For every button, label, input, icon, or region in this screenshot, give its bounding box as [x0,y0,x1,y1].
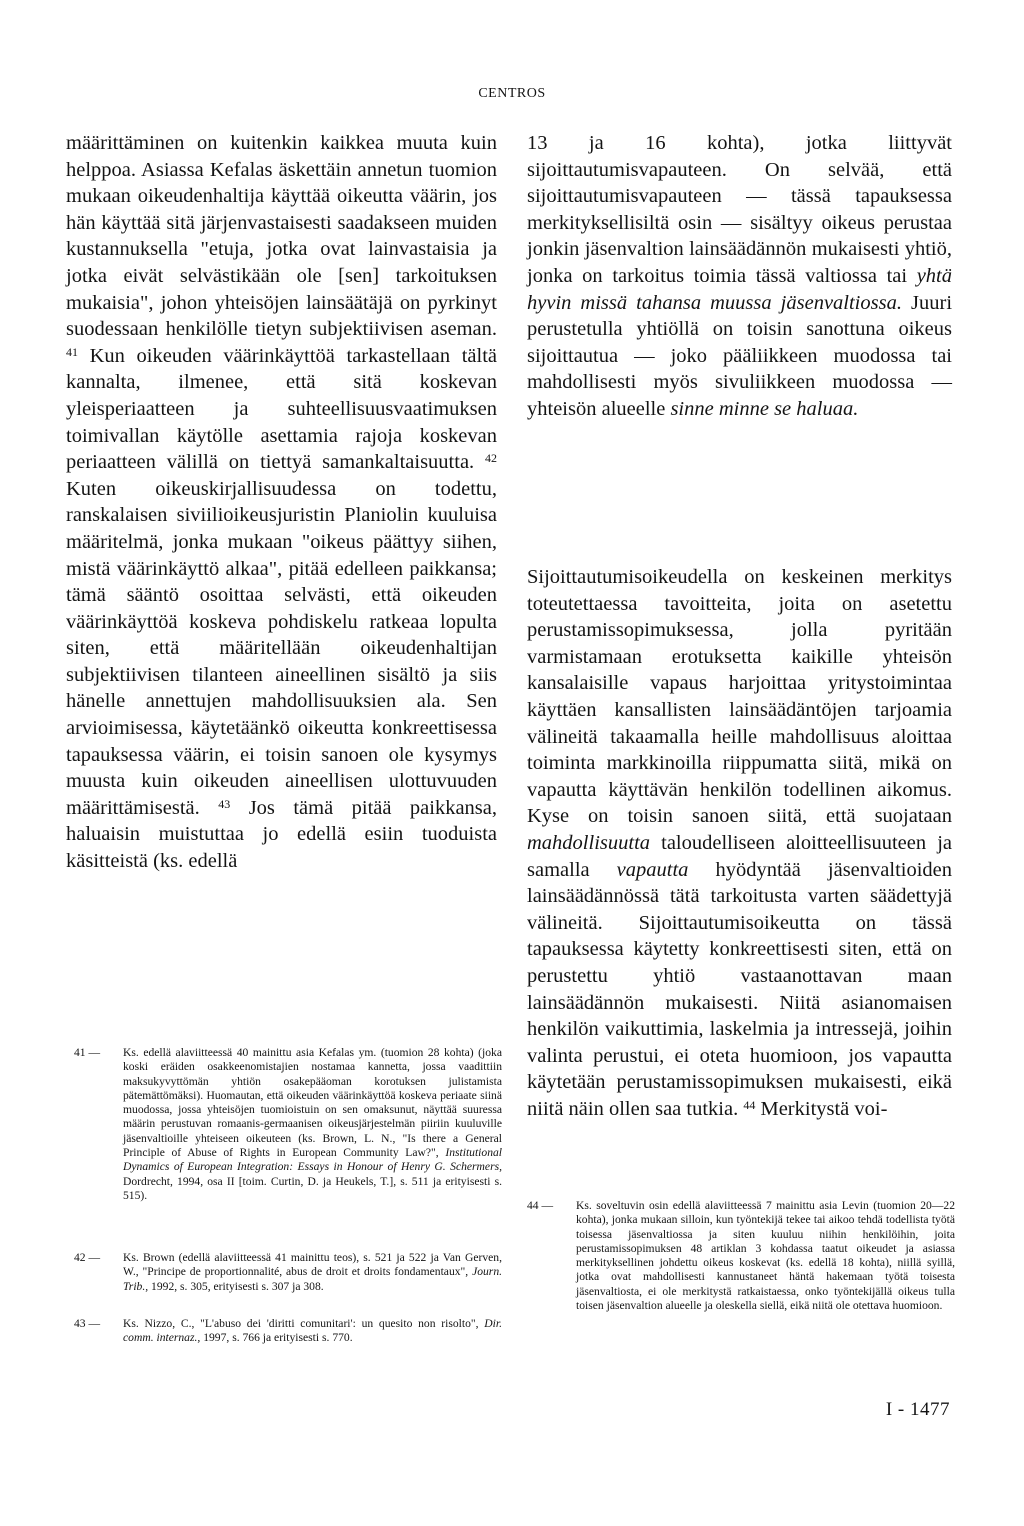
emphasis-text: Journ. Trib., [123,1265,503,1293]
text-segment: 1997, s. 766 ja erityisesti s. 770. [203,1331,353,1345]
right-column-top [527,130,952,423]
footnote-text [123,1317,502,1346]
right-paragraph-2 [527,564,952,1122]
footnote-ref-41[interactable]: 41 [66,344,78,359]
text-segment: 1992, s. 305, erityisesti s. 307 ja 308. [151,1279,324,1293]
footnote-text [123,1251,502,1294]
right-column-bottom [527,564,952,1122]
footnote-number: 42 — [74,1251,101,1264]
footnote-number: 44 — [527,1199,554,1212]
left-paragraph [66,130,497,875]
text-segment: Sijoittautumisoikeudella on keskeinen merkitys toteutettaessa tavoitteita, joita on asetettu perustamissopimuksessa, jolla pyritään varmistamaan erotuksetta kaikille yhteisön kansalaisille vapaus harjoittaa yritystoimintaa käyttäen kansallisten lainsäädäntöjen tarjoamia välineitä takaamalla heille mahdollisuus aloittaa toiminta markkinoilla riippumatta siitä, mikä on vapautta käyttävän henkilön todellinen aikomus. Kyse on toisin sanoen siitä, että suojataan [527,566,952,828]
footnote-43 [74,1317,502,1346]
emphasis-text: Dir. comm. internaz., [123,1317,502,1345]
text-segment: Ks. Brown (edellä alaviitteessä 41 mainittu teos), s. 521 ja 522 ja Van Gerven, W., "Principe de proportionnalité, abus de droit et droits fondamentaux", [123,1251,502,1279]
text-segment: Ks. edellä alaviitteessä 40 mainittu asia Kefalas ym. (tuomion 28 kohta) (joka koski eräiden osakkeenomistajien nostamaa kannetta, jossa vaadittiin maksukyvyttömän yhtiön osakepääoman korotuksen julistamista pätemättömäksi). Huomautan, että oikeuden väärinkäyttöä koskeva periaate siinä muodossa, jossa yhteisöjen tuomioistuin on sen omaksunut, näyttää suuressa määrin perustuvan romaanis-germaanisen oikeusjärjestelmän piiriin kuuluville jäsenvaltioille yhteiseen oikeuteen (ks. Brown, L. N., "Is there a General Principle of Abuse of Rights in European Community Law?", [123,1046,502,1160]
text-segment: Ks. Nizzo, C., "L'abuso dei 'diritti comunitari': un quesito non risolto", [123,1317,479,1330]
footnote-ref-42[interactable]: 42 [485,451,497,466]
text-segment: hyödyntää jäsenvaltioiden lainsäädännössä tätä tarkoitusta varten säädettyjä välineitä. Sijoittautumisoikeutta on tässä tapauksessa käytetty konkreettisesti siten, että on perustettu yhtiö vastaanottavan maan lainsäädännön mukaisesti. Niitä asianomaisen henkilön vaikuttimia, laskelmia ja intressejä, joihin valinta perustui, ei oteta huomioon, jos vapautta käytetään perustamissopimuksen mukaisesti, eikä niitä näin ollen saa tutkia. [527,858,953,1120]
text-segment: Kuten oikeuskirjallisuudessa on todettu, ranskalaisen siviilioikeusjuristin Planiolin kuuluisa määritelmä, jonka mukaan "oikeus päättyy siihen, mistä väärinkäyttö alkaa", pitää edelleen paikkansa; tämä sääntö osoittaa selvästi, että oikeuden väärinkäyttöä koskeva pohdiskelu ratkeaa lopulta siten, että määritellään oikeudenhaltijan subjektiivisen tilanteen aineellinen sisältö ja siis hänelle annettujen mahdollisuuksien ala. Sen arvioimisessa, käytetäänkö oikeutta konkreettisessa tapauksessa väärin, ei toisin sanoen ole kysymys muusta kuin oikeuden aineellisen ulottuvuuden määrittämisestä. [66,477,497,819]
page-number: I - 1477 [885,1399,950,1420]
footnote-ref-43[interactable]: 43 [218,796,231,811]
footnote-number: 43 — [74,1317,101,1330]
text-segment: Kun oikeuden väärinkäyttöä tarkastellaan tältä kannalta, ilmenee, että sitä koskevan yleisperiaatteen ja suhteellisuusvaatimuksen toimivallan käytölle asettamia rajoja koskevan periaatteen välillä on tiettyä samankaltaisuutta. [66,344,497,474]
footnote-42 [74,1251,502,1294]
emphasis-text: yhtä hyvin missä tahansa muussa jäsenvaltiossa. [527,264,952,314]
emphasis-text: mahdollisuutta [527,831,651,854]
running-header: CENTROS [478,86,546,101]
footnote-number: 41 — [74,1046,101,1059]
footnote-41 [74,1046,502,1203]
emphasis-text: sinne minne se haluaa. [670,397,859,420]
right-paragraph-1 [527,130,952,423]
emphasis-text: vapautta [616,858,689,881]
footnote-ref-44[interactable]: 44 [743,1097,756,1112]
text-segment: Juuri perustetulla yhtiöllä on toisin sanottuna oikeus sijoittautua — joko pääliikkeen muodossa tai mahdollisesti myös sivuliikkeen muodossa — yhteisön alueelle [527,291,953,420]
text-segment: määrittäminen on kuitenkin kaikkea muuta kuin helppoa. Asiassa Kefalas äskettäin annetun tuomion mukaan oikeudenhaltija käyttää oikeutta väärin, jos hän käyttää sitä järjenvastaisesti saadakseen muiden kustannuksella "etuja, jotka ovat lainvastaisia ja jotka eivät selvästikään ole [sen] tarkoituksen mukaisia", johon yhteisöjen lainsäätäjä on pyrkinyt suodessaan henkilölle tietyn subjektiivisen aseman. [66,132,497,341]
text-segment: Merkitystä voi- [760,1097,888,1120]
left-column [66,130,497,875]
text-segment: taloudelliseen aloitteellisuuteen ja samalla [527,831,953,881]
emphasis-text: Institutional Dynamics of European Integration: Essays in Honour of Henry G. Schermers, [123,1146,503,1174]
text-segment: Dordrecht, 1994, osa II [toim. Curtin, D. ja Heukels, T.], s. 511 ja erityisesti s. 515). [123,1174,502,1202]
text-segment: 13 ja 16 kohta), jotka liittyvät sijoittautumisvapauteen. On selvää, että sijoittautumisvapauteen — tässä tapauksessa merkityksellisiltä osin — sisältyy oikeus perustaa jonkin jäsenvaltion lainsäädännön mukaisesti yhtiö, jonka on tarkoitus toimia tässä valtiossa tai [527,132,952,287]
footnote-text [123,1046,502,1203]
text-segment: Jos tämä pitää paikkansa, haluaisin muistuttaa jo edellä esiin tuoduista käsitteistä (ks. edellä [66,796,498,873]
footnote-text: Ks. soveltuvin osin edellä alaviitteessä 7 mainittu asia Levin (tuomion 20—22 kohta), jonka mukaan silloin, kun työntekijä tekee tai aikoo tehdä todellista työtä toisessa jäsenvaltiossa ja siten kuuluu niihin henkilöihin, joita perustamissopimuksen 48 artiklan 3 kohdassa taatut oikeudet ja asiassa merkityksellinen johdettu oikeus koskevat (ks. edellä 18 kohta), niillä syillä, jotka ovat mahdollisesti kannustaneet häntä hakemaan työtä toisesta jäsenvaltiosta, ei ole merkitystä ratkaistaessa, onko työntekijällä oikeus tulla toisen jäsenvaltion alueelle ja oleskella siellä, eikä niitä ole otettava huomioon. [576,1199,955,1313]
footnote-44 [527,1199,955,1313]
